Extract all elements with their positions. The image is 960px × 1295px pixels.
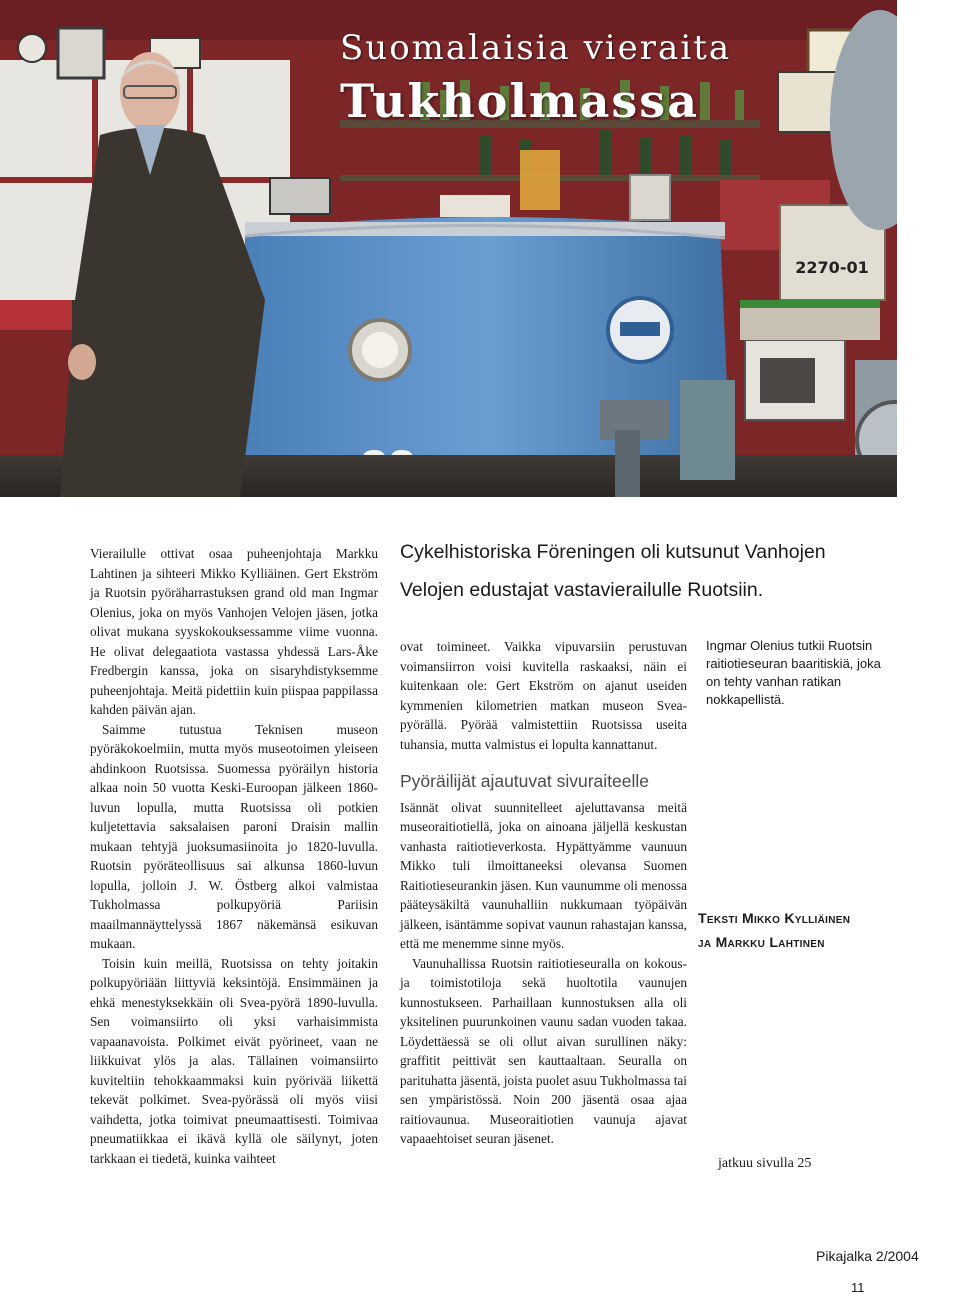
- headline-line-1: Suomalaisia vieraita: [340, 28, 732, 68]
- box-label: 2270-01: [795, 258, 869, 277]
- headline-line-2: Tukholmassa: [340, 74, 700, 128]
- page-number: 11: [851, 1280, 865, 1295]
- byline-line-2: ja Markku Lahtinen: [698, 934, 825, 950]
- article-column-1: [90, 544, 378, 1168]
- article-column-2: [400, 637, 687, 1149]
- photo-caption: Ingmar Olenius tutkii Ruotsin raitiotieseuran baaritiskiä, joka on tehty vanhan ratikan nokkapellistä.: [706, 638, 881, 707]
- column-2-paragraph: ovat toimineet. Vaikka vipuvarsiin perustuvan voimansiirron voisi kuvitella raskaaksi, näin ei kuitenkaan ole: Gert Ekström on ajanut useiden kymmenien kilometrien matkan museon Svea-pyörällä. Pyörää valmistettiin Ruotsissa useita tuhansia, mutta valmistus ei lopulta kannattanut.: [400, 639, 687, 752]
- column-2-paragraph: Vaunuhallissa Ruotsin raitiotieseuralla on kokous- ja toimistotiloja sekä huoltotila vaunujen kunnostukseen. Parhaillaan kunnostuksen alla oli yksitelinen puurunkoinen vaunu sadan vuoden takaa. Löydettäessä se oli ollut aivan surullinen näky: graffitit peittivät sen kauttaaltaan. Seuralla on parituhatta jäsentä, joista puolet asuu Tukholmassa tai sen ympäristössä. Noin 200 jäsentä osaa ajaa raitiovaunua. Museoraitiotien vaunuja ajavat vapaaehtoiset seuran jäsenet.: [400, 955, 687, 1146]
- column-1-paragraph: Toisin kuin meillä, Ruotsissa on tehty joitakin polkupyöriään liittyviä keksintöjä. Ensimmäinen ja ehkä menestyksekkäin oli Svea-pyörä 1890-luvulla. Sen voimansiirto oli yksi varhaisimmista vapaanavoista. Polkimet eivät pyörineet, vaan ne liikkuivat ylös ja alas. Tällainen voimansiirto kuviteltiin tehokkaammaksi kuin pyörivää liikettä tekevät polkimet. Svea-pyörässä oli myös viisi vaihdetta, jotka toimivat pneumaattisesti. Toimivaa pneumatiikkaa ei ikävä kyllä ole säilynyt, joten tarkkaan ei tiedetä, kuinka vaihteet: [90, 955, 378, 1166]
- continued-note: jatkuu sivulla 25: [718, 1156, 812, 1171]
- magazine-issue: Pikajalka 2/2004: [816, 1248, 919, 1264]
- subheading: Pyöräilijät ajautuvat sivuraiteelle: [400, 771, 650, 791]
- column-2-paragraph: Isännät olivat suunnitelleet ajeluttavansa meitä museoraitiotiellä, joka on ainoana jäljellä keskustan vanhasta raitiotieverkosta. Hypättyämme vaunuun Mikko tuli ilmoittaneeksi olevansa Suomen Raitiotieseurankin jäsen. Kun vaunumme oli menossa pääteysäkiltä vaunuhalliin nukkumaan työpäivän jälkeen, isäntämme sopivat vaunun rahastajan kanssa, että me menemme sinne myös.: [400, 799, 687, 951]
- byline: [698, 906, 928, 954]
- column-1-paragraph: Vierailulle ottivat osaa puheenjohtaja Markku Lahtinen ja sihteeri Mikko Kylliäinen. Gert Ekström ja Ruotsin pyöräharrastuksen grand old man Ingmar Olenius, joka on myös Vanhojen Velojen jäsen, jotka olivat mukana syyskokouksessamme viime vuonna. He olivat delegaatiota vastassa yhdessä Lars-Åke Fredbergin kanssa, joka on sisaryhdistyksemme puheenjohtaja. Meitä pidettiin kuin piispaa pappilassa kahden päivän ajan.: [90, 546, 378, 717]
- lead-text: Cykelhistoriska Föreningen oli kutsunut Vanhojen Velojen edustajat vastavierailulle Ruotsiin.: [400, 541, 826, 601]
- byline-line-1: Teksti Mikko Kylliäinen: [698, 910, 851, 926]
- column-1-paragraph: Saimme tutustua Teknisen museon pyöräkokoelmiin, mutta myös museotoimen yleiseen ahdinkoon Ruotsissa. Suomessa pyöräilyn historia alkaa noin 50 vuotta Keski-Euroopan jälkeen 1860-luvun lopulla, mutta Ruotsissa oli potkien kuljetettavia saksalaisen paroni Draisin mallin mukaan tehtyjä juoksumasiinoita jo 1820-luvulla. Ruotsin pyöräteollisuus sai alkunsa 1860-luvun lopulla, jolloin J. W. Östberg alkoi valmistaa Tukholmassa polkupyöriä Pariisin maailmannäyttelyssä 1867 näkemänsä esikuvan mukaan.: [90, 721, 378, 951]
